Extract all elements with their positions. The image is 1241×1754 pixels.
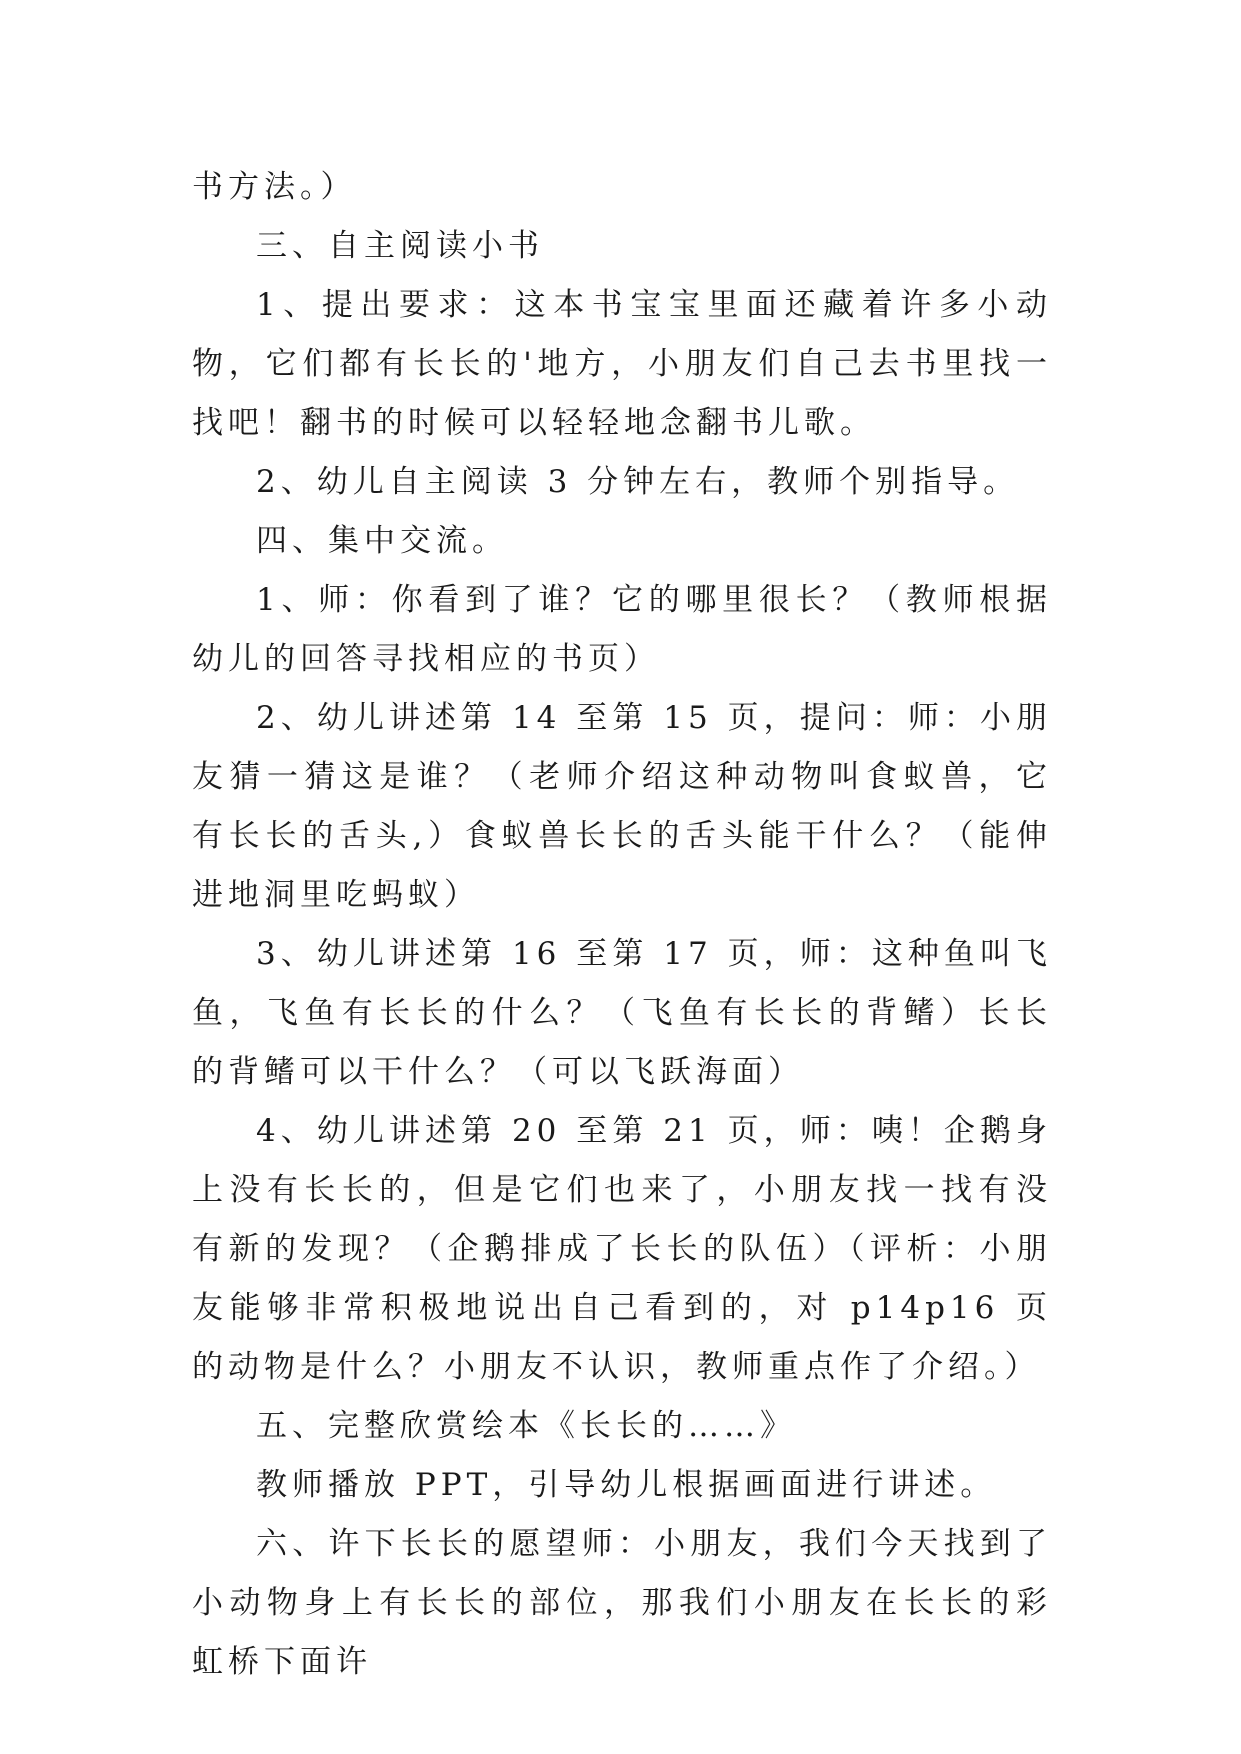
paragraph-4-2: 2、幼儿讲述第 14 至第 15 页，提问：师：小朋友猜一猜这是谁？（老师介绍这种动物叫食蚁兽，它有长长的舌头,）食蚁兽长长的舌头能干什么？（能伸进地洞里吃蚂蚁） [192, 700, 1052, 913]
paragraph-continuation: 书方法。） [192, 169, 357, 205]
section-heading-4: 四、集中交流。 [256, 523, 508, 559]
section-heading-6: 六、许下长长的愿望师：小朋友，我们今天找到了小动物身上有长长的部位，那我们小朋友在长长的彩虹桥下面许 [192, 1526, 1052, 1680]
document-body [192, 158, 1052, 1692]
section-heading-5: 五、完整欣赏绘本《长长的……》 [256, 1408, 796, 1444]
paragraph-5-1: 教师播放 PPT，引导幼儿根据画面进行讲述。 [256, 1467, 997, 1503]
paragraph-4-3: 3、幼儿讲述第 16 至第 17 页，师：这种鱼叫飞鱼，飞鱼有长长的什么？（飞鱼有长长的背鳍）长长的背鳍可以干什么？（可以飞跃海面） [192, 936, 1052, 1090]
paragraph-4-4: 4、幼儿讲述第 20 至第 21 页，师：咦！企鹅身上没有长长的，但是它们也来了，小朋友找一找有没有新的发现？（企鹅排成了长长的队伍）（评析：小朋友能够非常积极地说出自己看到的，对 p14p16 页的动物是什么？小朋友不认识，教师重点作了介绍。） [192, 1113, 1052, 1385]
section-heading-3: 三、自主阅读小书 [256, 228, 544, 264]
paragraph-3-1: 1、提出要求：这本书宝宝里面还藏着许多小动物，它们都有长长的'地方，小朋友们自己去书里找一找吧！翻书的时候可以轻轻地念翻书儿歌。 [192, 287, 1052, 441]
paragraph-4-1: 1、师：你看到了谁？它的哪里很长？（教师根据幼儿的回答寻找相应的书页） [192, 582, 1052, 677]
paragraph-3-2: 2、幼儿自主阅读 3 分钟左右，教师个别指导。 [256, 464, 1020, 500]
